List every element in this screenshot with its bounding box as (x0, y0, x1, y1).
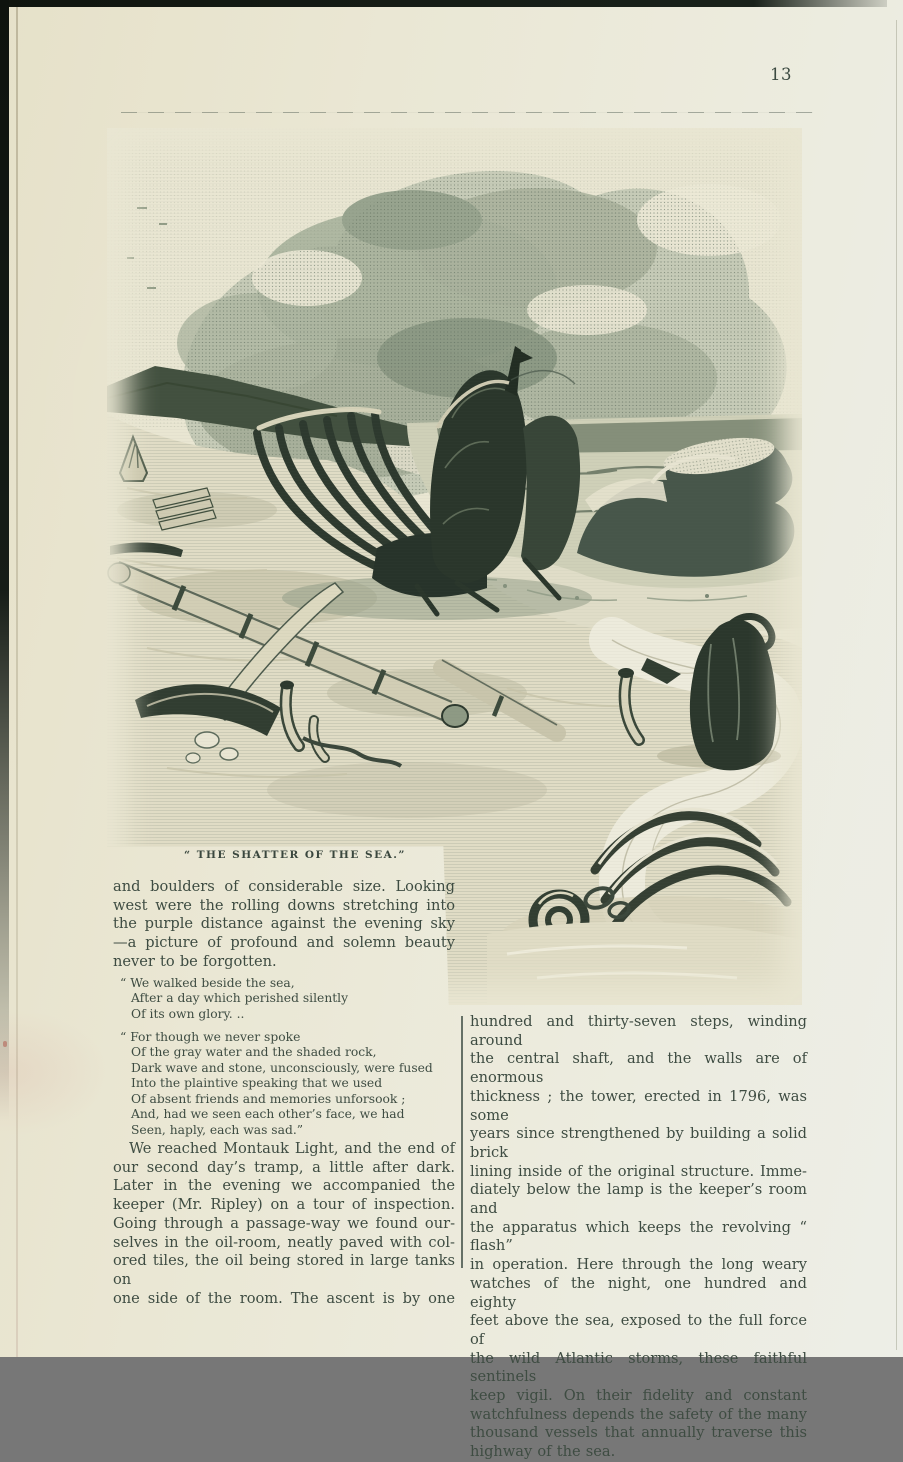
column-divider-rule (461, 1016, 463, 1268)
text-line: Of absent friends and memories unforsook ; (131, 1091, 406, 1106)
scan-top-edge-shadow (0, 0, 887, 7)
left-column-paragraph-2 (113, 1140, 455, 1308)
ink-speck (3, 1041, 7, 1047)
text-line: Of the gray water and the shaded rock, (131, 1045, 377, 1060)
text-line: highway of the sea. (470, 1443, 616, 1461)
page-fold-line (16, 7, 18, 1357)
header-rule-line (121, 112, 813, 113)
page-right-edge (896, 20, 897, 1350)
text-line: lining inside of the original structure. Imme- (470, 1162, 807, 1180)
text-line: We reached Montauk Light, and the end of (129, 1140, 455, 1157)
text-line: Later in the evening we accompanied the (113, 1177, 455, 1195)
text-line: years since strengthened by building a solid brick (470, 1125, 807, 1161)
text-line: hundred and thirty-seven steps, winding around (470, 1013, 807, 1049)
poem-stanza-2 (120, 1030, 455, 1138)
text-line: the wild Atlantic storms, these faithful sentinels (470, 1349, 807, 1386)
text-line: in operation. Here through the long weary (470, 1256, 807, 1274)
text-line: “ We walked beside the sea, (120, 976, 295, 990)
book-gutter-shadow (0, 0, 9, 1180)
text-line: the apparatus which keeps the revolving “ flash” (470, 1218, 807, 1255)
right-column-paragraph (470, 1013, 807, 1462)
text-line: watchfulness depends the safety of the many (470, 1405, 807, 1423)
illustration-frame (107, 128, 802, 1005)
text-line: After a day which perished silently (131, 991, 349, 1006)
text-line: the central shaft, and the walls are of enormous (470, 1050, 807, 1087)
left-column-paragraph-1 (113, 878, 455, 972)
text-line: feet above the sea, exposed to the full force of (470, 1312, 807, 1348)
text-line: diately below the lamp is the keeper’s room and (470, 1181, 807, 1218)
text-line: Of its own glory. .. (131, 1006, 245, 1021)
illustration-caption: “ THE SHATTER OF THE SEA.” (184, 849, 406, 861)
text-line: Into the plaintive speaking that we used (131, 1076, 383, 1091)
engraving-texture (107, 128, 802, 1005)
text-line: selves in the oil-room, neatly paved with col- (113, 1233, 455, 1251)
text-line: Going through a passage-way we found our- (113, 1214, 455, 1232)
text-line: and boulders of considerable size. Looking (113, 878, 455, 895)
text-line: watches of the night, one hundred and eighty (470, 1274, 807, 1311)
text-line: keep vigil. On their fidelity and constant (470, 1387, 807, 1405)
text-line: Dark wave and stone, unconsciously, were fused (131, 1060, 433, 1075)
text-line: our second day’s tramp, a little after dark. (113, 1158, 455, 1176)
page-number: 13 (770, 65, 792, 84)
text-line: one side of the room. The ascent is by one (113, 1289, 455, 1307)
text-line: keeper (Mr. Ripley) on a tour of inspection. (113, 1196, 455, 1214)
text-line: ored tiles, the oil being stored in large tanks on (113, 1252, 455, 1288)
text-line: “ For though we never spoke (120, 1030, 301, 1044)
text-line: And, had we seen each other’s face, we had (131, 1107, 405, 1122)
text-line: the purple distance against the evening sky (113, 915, 455, 933)
text-line: —a picture of profound and solemn beauty (113, 934, 455, 952)
poem-stanza-1 (120, 976, 451, 1022)
text-line: thickness ; the tower, erected in 1796, was some (470, 1087, 807, 1124)
shipwreck-illustration (107, 128, 802, 1005)
text-line: west were the rolling downs stretching into (113, 896, 455, 914)
text-line: never to be forgotten. (113, 952, 277, 970)
text-line: Seen, haply, each was sad.” (131, 1122, 304, 1137)
text-line: thousand vessels that annually traverse this (470, 1424, 807, 1442)
